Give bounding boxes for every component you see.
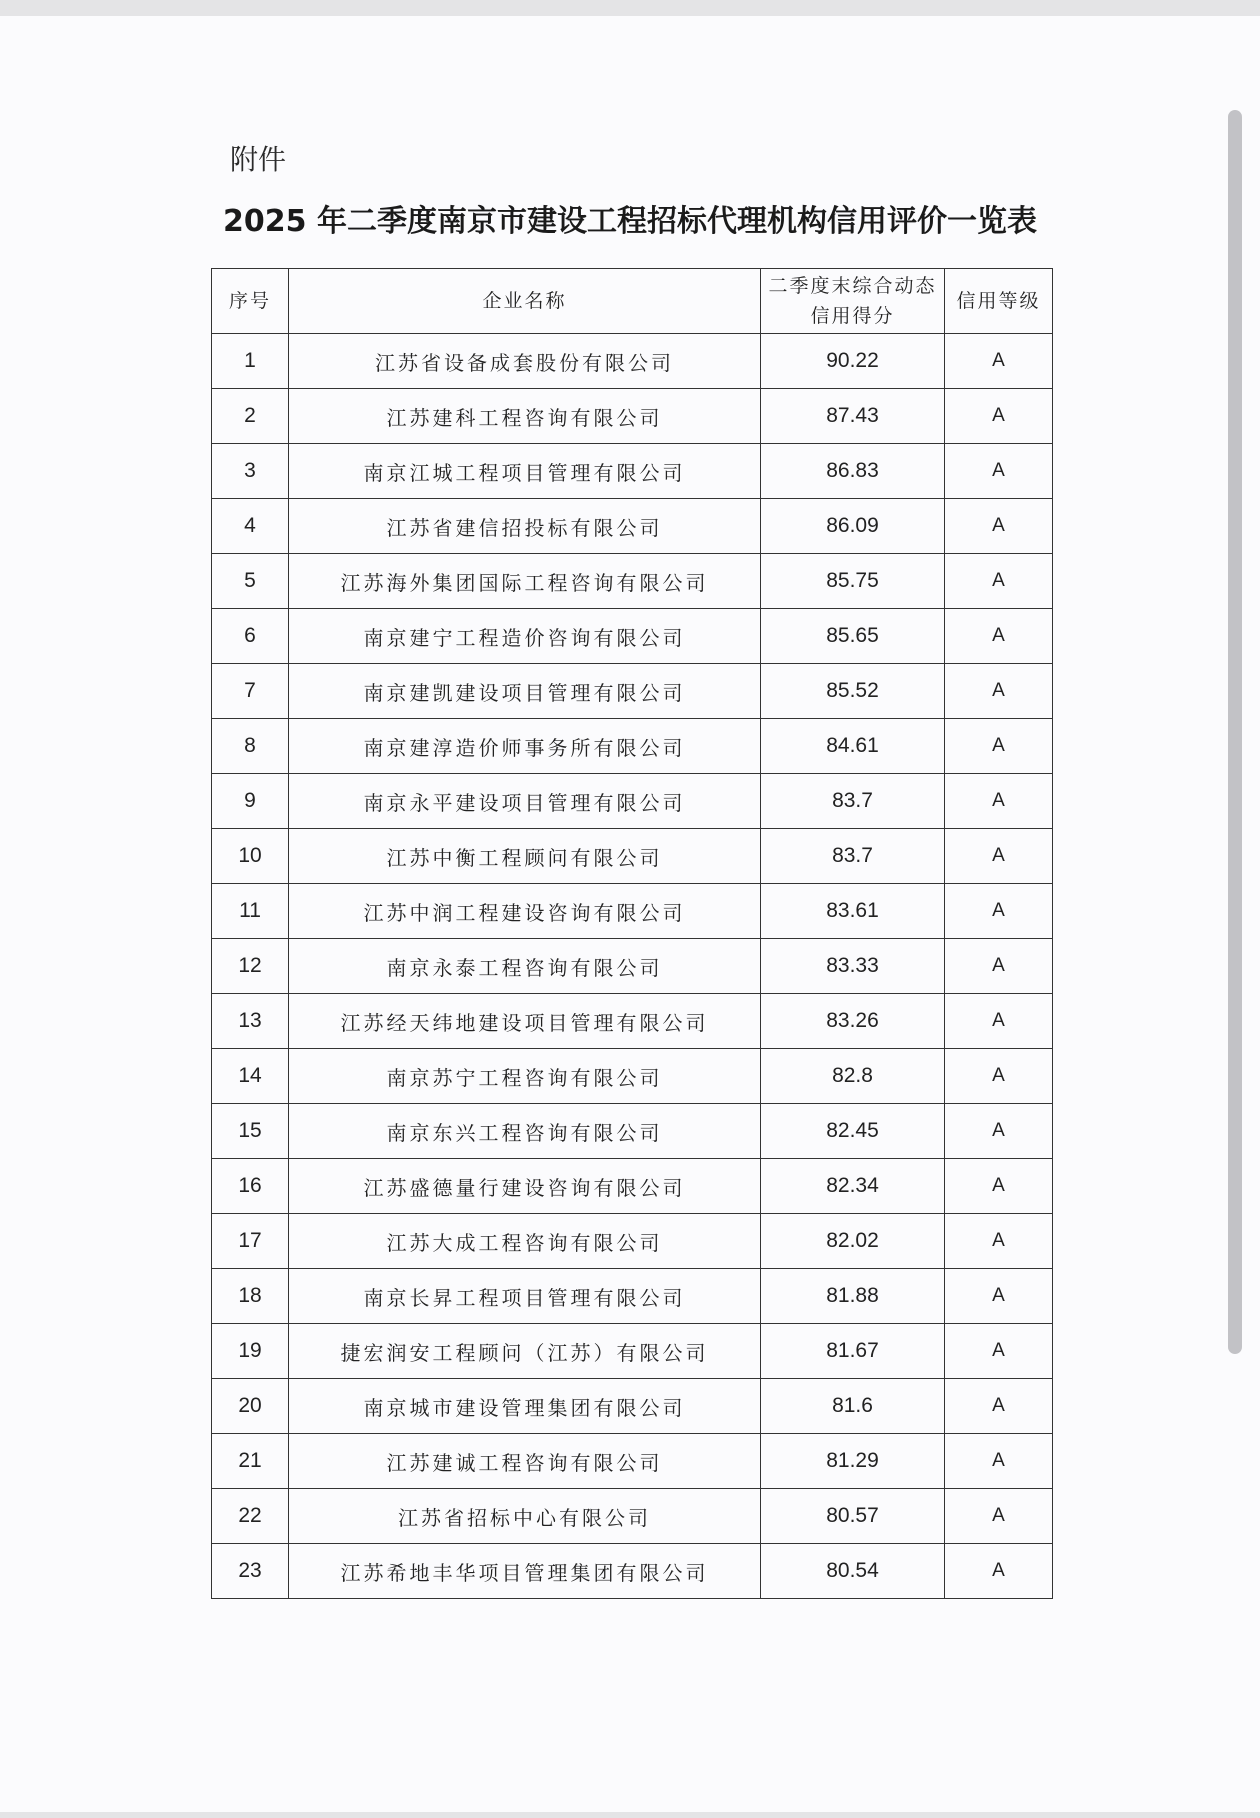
serial-number-cell: 9: [212, 774, 289, 829]
credit-grade-cell: A: [945, 389, 1053, 444]
credit-grade-cell: A: [945, 499, 1053, 554]
header-credit-grade: 信用等级: [945, 269, 1053, 334]
company-name-cell: 捷宏润安工程顾问（江苏）有限公司: [289, 1324, 761, 1379]
company-name-cell: 江苏海外集团国际工程咨询有限公司: [289, 554, 761, 609]
credit-score-cell: 82.45: [761, 1104, 945, 1159]
credit-score-cell: 86.09: [761, 499, 945, 554]
company-name-cell: 南京建淳造价师事务所有限公司: [289, 719, 761, 774]
company-name-cell: 江苏中润工程建设咨询有限公司: [289, 884, 761, 939]
document-title: 2025 年二季度南京市建设工程招标代理机构信用评价一览表: [223, 204, 1037, 239]
serial-number-cell: 21: [212, 1434, 289, 1489]
table-row: [212, 1544, 1053, 1599]
credit-grade-cell: A: [945, 1544, 1053, 1599]
table-row: [212, 554, 1053, 609]
table-row: [212, 1379, 1053, 1434]
credit-score-cell: 80.57: [761, 1489, 945, 1544]
attachment-label: 附件: [230, 143, 287, 176]
credit-rating-table: [211, 268, 1053, 1599]
serial-number-cell: 23: [212, 1544, 289, 1599]
credit-grade-cell: A: [945, 1159, 1053, 1214]
credit-score-cell: 83.26: [761, 994, 945, 1049]
serial-number-cell: 18: [212, 1269, 289, 1324]
table-row: [212, 774, 1053, 829]
serial-number-cell: 19: [212, 1324, 289, 1379]
credit-score-cell: 86.83: [761, 444, 945, 499]
credit-score-cell: 84.61: [761, 719, 945, 774]
serial-number-cell: 7: [212, 664, 289, 719]
company-name-cell: 南京东兴工程咨询有限公司: [289, 1104, 761, 1159]
company-name-cell: 南京永平建设项目管理有限公司: [289, 774, 761, 829]
credit-score-cell: 81.6: [761, 1379, 945, 1434]
header-serial-number: 序号: [212, 269, 289, 334]
credit-grade-cell: A: [945, 1214, 1053, 1269]
table-header-row: [212, 269, 1053, 334]
credit-score-cell: 85.75: [761, 554, 945, 609]
credit-score-cell: 83.61: [761, 884, 945, 939]
table-row: [212, 1324, 1053, 1379]
header-credit-score: 二季度末综合动态信用得分: [761, 269, 945, 334]
company-name-cell: 江苏盛德量行建设咨询有限公司: [289, 1159, 761, 1214]
credit-score-cell: 82.02: [761, 1214, 945, 1269]
table-row: [212, 1159, 1053, 1214]
company-name-cell: 江苏省设备成套股份有限公司: [289, 334, 761, 389]
table-row: [212, 829, 1053, 884]
serial-number-cell: 17: [212, 1214, 289, 1269]
serial-number-cell: 15: [212, 1104, 289, 1159]
table-body: [212, 334, 1053, 1599]
table-row: [212, 1434, 1053, 1489]
credit-grade-cell: A: [945, 829, 1053, 884]
credit-grade-cell: A: [945, 609, 1053, 664]
serial-number-cell: 8: [212, 719, 289, 774]
company-name-cell: 江苏省建信招投标有限公司: [289, 499, 761, 554]
credit-score-cell: 85.65: [761, 609, 945, 664]
credit-score-cell: 85.52: [761, 664, 945, 719]
serial-number-cell: 2: [212, 389, 289, 444]
header-company-name: 企业名称: [289, 269, 761, 334]
credit-grade-cell: A: [945, 939, 1053, 994]
table-row: [212, 719, 1053, 774]
company-name-cell: 江苏建诚工程咨询有限公司: [289, 1434, 761, 1489]
company-name-cell: 江苏建科工程咨询有限公司: [289, 389, 761, 444]
serial-number-cell: 10: [212, 829, 289, 884]
credit-score-cell: 81.29: [761, 1434, 945, 1489]
credit-grade-cell: A: [945, 1379, 1053, 1434]
serial-number-cell: 13: [212, 994, 289, 1049]
credit-score-cell: 87.43: [761, 389, 945, 444]
table-row: [212, 499, 1053, 554]
table-row: [212, 1104, 1053, 1159]
serial-number-cell: 1: [212, 334, 289, 389]
credit-score-cell: 80.54: [761, 1544, 945, 1599]
credit-grade-cell: A: [945, 1269, 1053, 1324]
credit-score-cell: 82.8: [761, 1049, 945, 1104]
credit-score-cell: 83.7: [761, 829, 945, 884]
company-name-cell: 江苏希地丰华项目管理集团有限公司: [289, 1544, 761, 1599]
table-row: [212, 389, 1053, 444]
table-row: [212, 609, 1053, 664]
company-name-cell: 江苏大成工程咨询有限公司: [289, 1214, 761, 1269]
credit-grade-cell: A: [945, 1324, 1053, 1379]
credit-grade-cell: A: [945, 774, 1053, 829]
table-row: [212, 1269, 1053, 1324]
credit-grade-cell: A: [945, 1489, 1053, 1544]
table-row: [212, 334, 1053, 389]
company-name-cell: 南京建凯建设项目管理有限公司: [289, 664, 761, 719]
credit-grade-cell: A: [945, 444, 1053, 499]
company-name-cell: 江苏经天纬地建设项目管理有限公司: [289, 994, 761, 1049]
company-name-cell: 南京永泰工程咨询有限公司: [289, 939, 761, 994]
serial-number-cell: 22: [212, 1489, 289, 1544]
credit-grade-cell: A: [945, 1434, 1053, 1489]
company-name-cell: 江苏中衡工程顾问有限公司: [289, 829, 761, 884]
credit-score-cell: 81.88: [761, 1269, 945, 1324]
company-name-cell: 南京江城工程项目管理有限公司: [289, 444, 761, 499]
serial-number-cell: 14: [212, 1049, 289, 1104]
table-row: [212, 994, 1053, 1049]
credit-grade-cell: A: [945, 664, 1053, 719]
credit-grade-cell: A: [945, 994, 1053, 1049]
serial-number-cell: 16: [212, 1159, 289, 1214]
company-name-cell: 南京长昇工程项目管理有限公司: [289, 1269, 761, 1324]
table-row: [212, 444, 1053, 499]
table-row: [212, 1214, 1053, 1269]
table-row: [212, 1489, 1053, 1544]
credit-grade-cell: A: [945, 1049, 1053, 1104]
credit-grade-cell: A: [945, 334, 1053, 389]
table-row: [212, 664, 1053, 719]
credit-score-cell: 83.7: [761, 774, 945, 829]
credit-grade-cell: A: [945, 719, 1053, 774]
credit-grade-cell: A: [945, 884, 1053, 939]
serial-number-cell: 12: [212, 939, 289, 994]
serial-number-cell: 6: [212, 609, 289, 664]
credit-score-cell: 82.34: [761, 1159, 945, 1214]
serial-number-cell: 20: [212, 1379, 289, 1434]
serial-number-cell: 11: [212, 884, 289, 939]
serial-number-cell: 4: [212, 499, 289, 554]
company-name-cell: 江苏省招标中心有限公司: [289, 1489, 761, 1544]
serial-number-cell: 3: [212, 444, 289, 499]
table-row: [212, 884, 1053, 939]
credit-score-cell: 83.33: [761, 939, 945, 994]
table-row: [212, 939, 1053, 994]
company-name-cell: 南京苏宁工程咨询有限公司: [289, 1049, 761, 1104]
serial-number-cell: 5: [212, 554, 289, 609]
credit-grade-cell: A: [945, 1104, 1053, 1159]
table-row: [212, 1049, 1053, 1104]
company-name-cell: 南京城市建设管理集团有限公司: [289, 1379, 761, 1434]
credit-score-cell: 81.67: [761, 1324, 945, 1379]
scrollbar-thumb[interactable]: [1228, 110, 1242, 1354]
credit-grade-cell: A: [945, 554, 1053, 609]
credit-score-cell: 90.22: [761, 334, 945, 389]
company-name-cell: 南京建宁工程造价咨询有限公司: [289, 609, 761, 664]
